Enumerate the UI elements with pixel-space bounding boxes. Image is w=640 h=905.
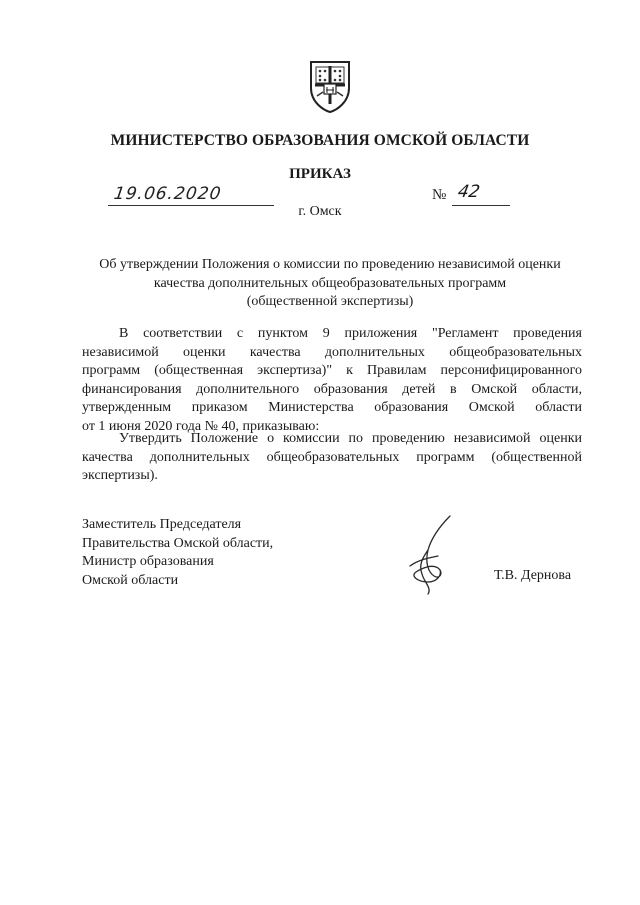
number-field [432, 184, 510, 206]
city: г. Омск [298, 204, 342, 219]
paragraph-line: программ (общественная экспертиза)" к Правилам персонифицированного [82, 363, 582, 378]
ministry-title: МИНИСТЕРСТВО ОБРАЗОВАНИЯ ОМСКОЙ ОБЛАСТИ [110, 132, 530, 149]
signer-line: Омской области [82, 572, 179, 588]
paragraph-line: качества дополнительных общеобразовательных программ (общественной [82, 449, 582, 465]
handwritten-signature-icon [388, 512, 472, 596]
subject-line: (общественной экспертизы) [246, 294, 414, 309]
date-value: 19.06.2020 [112, 184, 223, 204]
number-value: 42 [456, 182, 482, 202]
paragraph-line: В соответствии с пунктом 9 приложения "Регламент проведения [119, 326, 582, 341]
signer-line: Правительства Омской области, [82, 535, 274, 551]
paragraph-line: финансирования дополнительного образования детей в Омской области, [82, 381, 582, 397]
subject-line: Об утверждении Положения о комиссии по проведению независимой оценки [99, 257, 561, 272]
signer-line: Заместитель Председателя [82, 517, 242, 532]
signer-position [82, 516, 273, 590]
subject-line: качества дополнительных общеобразовательных программ [153, 275, 507, 291]
date-field [108, 184, 274, 206]
number-label: № [432, 187, 447, 203]
signer-line: Министр образования [82, 554, 214, 569]
paragraph-order [82, 430, 582, 486]
signer-name: Т.В. Дернова [494, 568, 572, 583]
paragraph-line: экспертизы). [82, 468, 158, 483]
omsk-coat-of-arms-icon [307, 58, 353, 114]
paragraph-preamble [82, 325, 582, 436]
paragraph-line: утвержденным приказом Министерства образования Омской области [82, 400, 582, 415]
paragraph-line: Утвердить Положение о комиссии по проведению независимой оценки [119, 431, 582, 446]
paragraph-line: независимой оценки качества дополнительных общеобразовательных [82, 344, 582, 360]
document-type: ПРИКАЗ [289, 166, 351, 182]
subject-heading [72, 256, 588, 312]
paragraph-line: от 1 июня 2020 года № 40, приказываю: [82, 418, 320, 434]
